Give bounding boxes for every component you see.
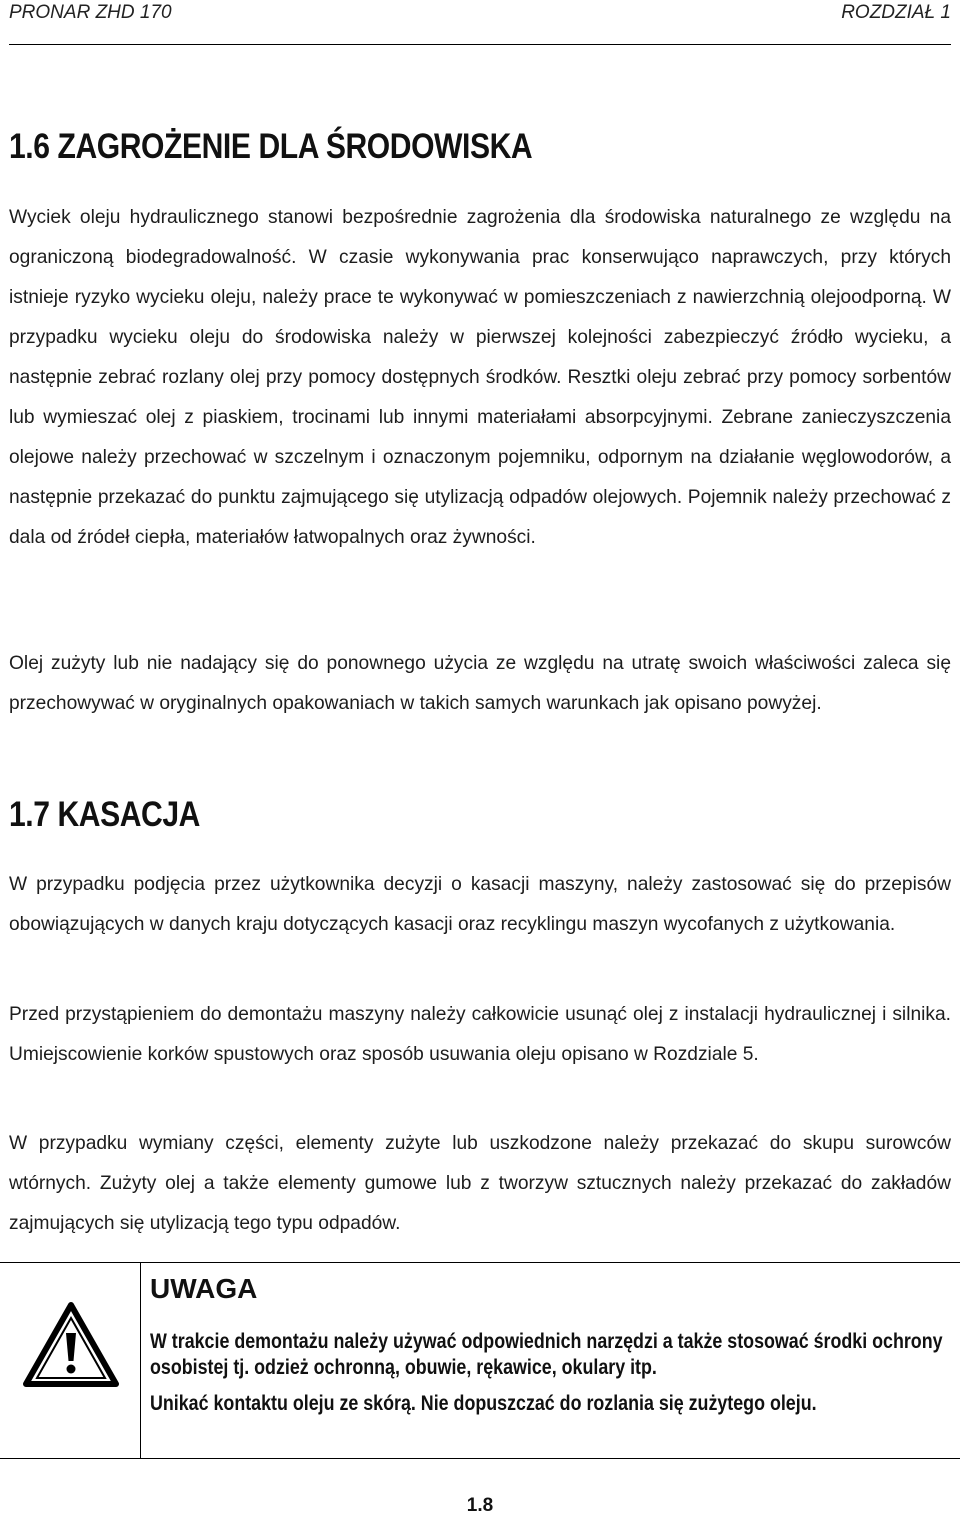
section-1-7-paragraph-1: W przypadku podjęcia przez użytkownika decyzji o kasacji maszyny, należy zastosować się do przepisów obowiązujących w danych kraju dotyczących kasacji oraz recyklingu maszyn wycofanych z użytkowania. bbox=[9, 874, 951, 935]
section-1-6-title: 1.6 ZAGROŻENIE DLA ŚRODOWISKA bbox=[9, 127, 533, 166]
warning-title: UWAGA bbox=[150, 1273, 258, 1304]
section-1-7-title: 1.7 KASACJA bbox=[9, 795, 200, 834]
header-chapter: ROZDZIAŁ 1 bbox=[841, 2, 951, 23]
warning-box bbox=[0, 1262, 960, 1459]
page-number: 1.8 bbox=[466, 1495, 494, 1516]
header-manual-title: PRONAR ZHD 170 bbox=[9, 2, 172, 23]
page-header bbox=[9, 0, 951, 45]
warning-text-2: Unikać kontaktu oleju ze skórą. Nie dopuszczać do rozlania się zużytego oleju. bbox=[150, 1392, 817, 1415]
section-1-7-paragraph-2: Przed przystąpieniem do demontażu maszyny należy całkowicie usunąć olej z instalacji hydraulicznej i silnika. Umiejscowienie korków spustowych oraz sposób usuwania oleju opisano w Rozdziale 5. bbox=[9, 1004, 951, 1065]
warning-triangle-icon bbox=[23, 1301, 119, 1387]
warning-text-1: W trakcie demontażu należy używać odpowiednich narzędzi a także stosować środki ochrony osobistej tj. odzież ochronną, obuwie, rękawice, okulary itp. bbox=[150, 1330, 943, 1379]
section-1-7-paragraph-3: W przypadku wymiany części, elementy zużyte lub uszkodzone należy przekazać do skupu surowców wtórnych. Zużyty olej a także elementy gumowe lub z tworzyw sztucznych należy przekazać do zakładów zajmujących się utylizacją tego typu odpadów. bbox=[9, 1133, 951, 1234]
warning-divider bbox=[140, 1263, 141, 1458]
section-1-6-paragraph-2: Olej zużyty lub nie nadający się do ponownego użycia ze względu na utratę swoich właściwości zaleca się przechowywać w oryginalnych opakowaniach w takich samych warunkach jak opisano powyżej. bbox=[9, 653, 951, 714]
section-1-6-paragraph-1: Wyciek oleju hydraulicznego stanowi bezpośrednie zagrożenia dla środowiska naturalnego ze względu na ograniczoną biodegradowalność. W czasie wykonywania prac konserwująco naprawczych, przy których istnieje ryzyko wycieku oleju, należy prace te wykonywać w pomieszczeniach z nawierzchnią olejoodporną. W przypadku wycieku oleju do środowiska należy w pierwszej kolejności zabezpieczyć źródło wycieku, a następnie zebrać rozlany olej przy pomocy dostępnych środków. Resztki oleju zebrać przy pomocy sorbentów lub wymieszać olej z piaskiem, trocinami lub innymi materiałami absorpcyjnymi. Zebrane zanieczyszczenia olejowe należy przechować w szczelnym i oznaczonym pojemniku, odpornym na działanie węglowodorów, a następnie przekazać do punktu zajmującego się utylizacją odpadów olejowych. Pojemnik należy przechować z dala od źródeł ciepła, materiałów łatwopalnych oraz żywności. bbox=[9, 207, 951, 548]
